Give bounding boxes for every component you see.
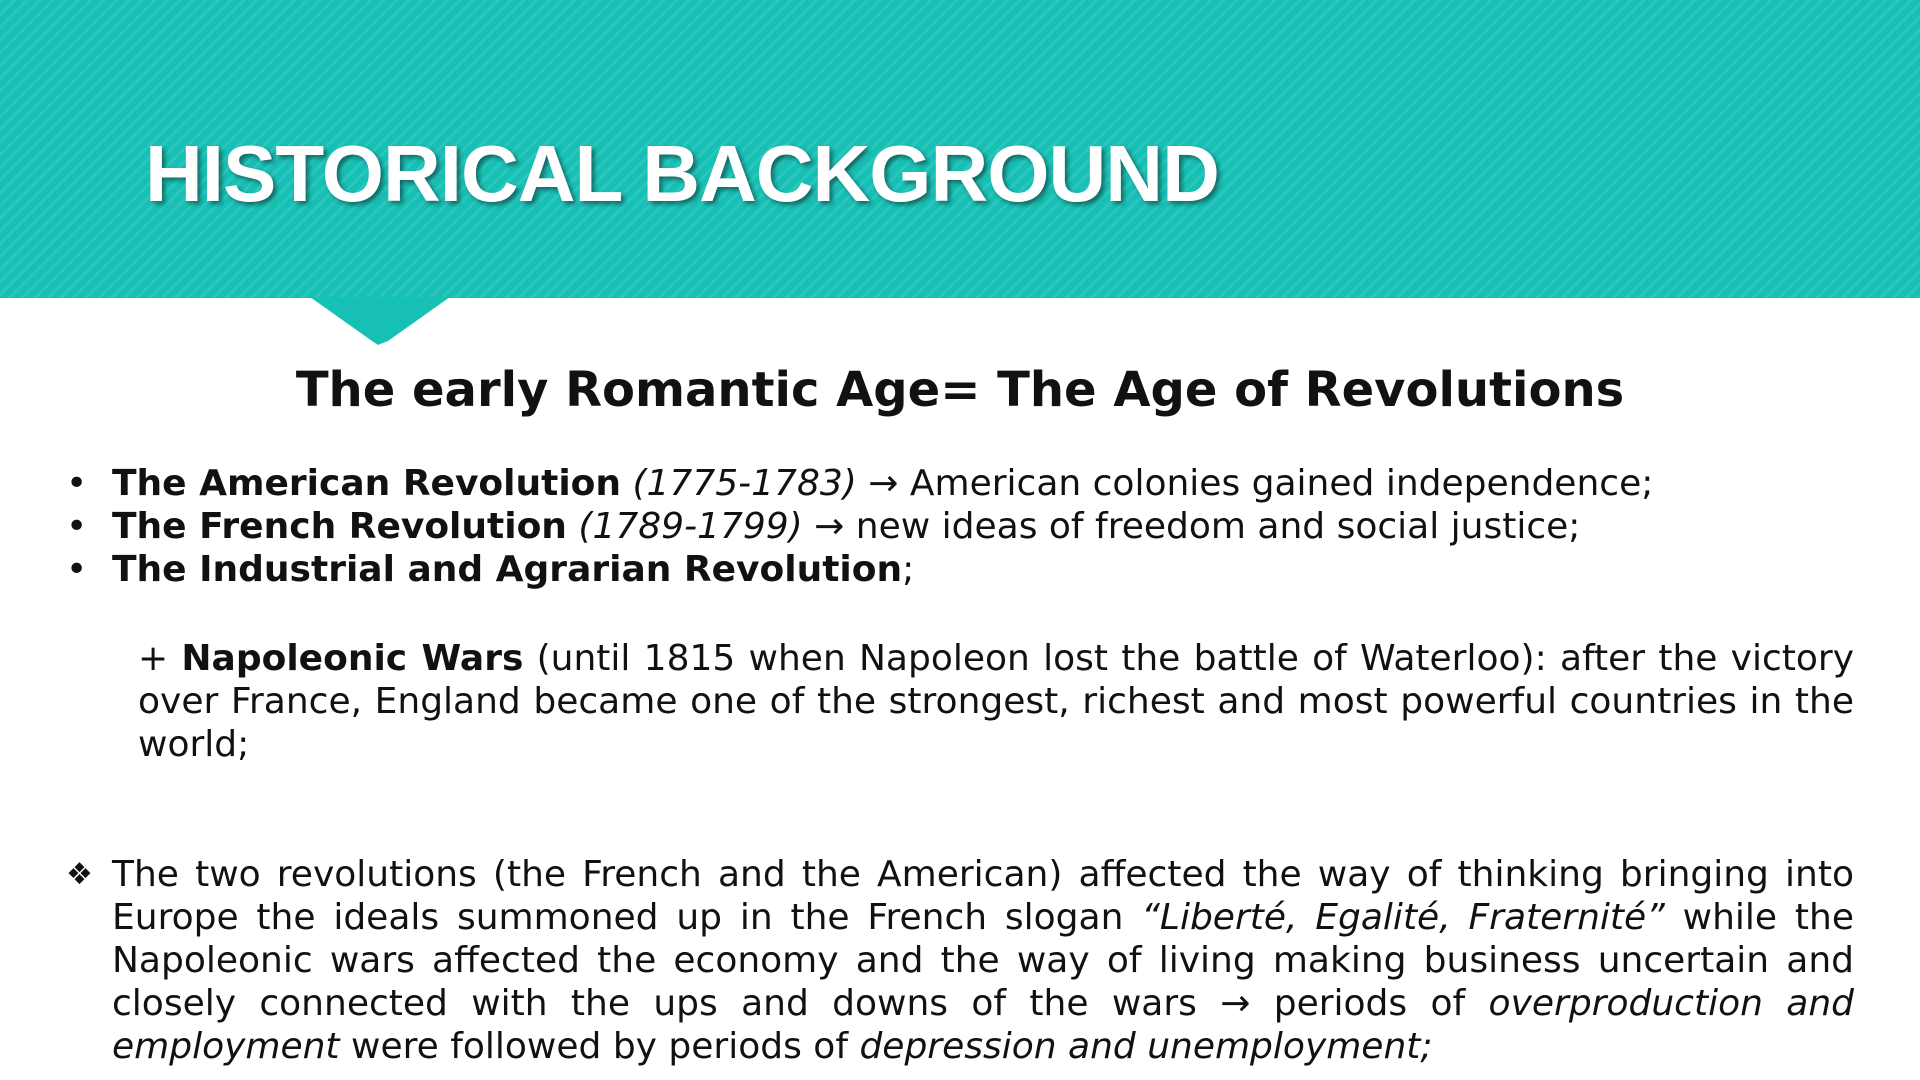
napoleonic-wars-heading: Napoleonic Wars xyxy=(181,638,524,679)
napoleonic-wars-paragraph: + Napoleonic Wars (until 1815 when Napoleon lost the battle of Waterloo): after the victory over France, England became one of the strongest, richest and most powerful countries in the world; xyxy=(138,638,1855,765)
banner-notch xyxy=(0,297,460,347)
french-slogan: “Liberté, Egalité, Fraternité” xyxy=(1141,897,1665,938)
bullet-marker: • xyxy=(66,463,88,504)
arrow-icon: → xyxy=(856,463,910,504)
list-item-industrial-revolution xyxy=(0,548,1653,591)
bullet-dates: (1775-1783) xyxy=(632,463,857,504)
bullet-text: American colonies gained independence; xyxy=(909,463,1654,504)
list-item-american-revolution xyxy=(0,462,1653,505)
bullet-text: ; xyxy=(902,549,915,590)
slide-subtitle: The early Romantic Age= The Age of Revolutions xyxy=(295,362,1625,418)
revolutions-list xyxy=(0,462,1653,591)
bullet-heading: The American Revolution xyxy=(112,463,622,504)
arrow-icon: → xyxy=(802,506,856,547)
list-item-french-revolution xyxy=(0,505,1653,548)
bullet-dates: (1789-1799) xyxy=(578,506,803,547)
slide-title: HISTORICAL BACKGROUND xyxy=(145,129,1219,218)
bullet-text: new ideas of freedom and social justice; xyxy=(855,506,1581,547)
bullet-marker: • xyxy=(66,549,88,590)
bullet-heading: The French Revolution xyxy=(112,506,567,547)
diamond-bullet-icon: ❖ xyxy=(66,857,93,892)
revolutions-effects-paragraph: The two revolutions (the French and the American) affected the way of thinking bringing into Europe the ideals summoned up in the French slogan “Liberté, Egalité, Fraternité” while the Napoleonic wars affected the economy and the way of living making business uncertain and closely connected with the ups and downs of the wars → periods of overproduction and employment were followed by periods of depression and unemployment; xyxy=(112,854,1854,1067)
bullet-marker: • xyxy=(66,506,88,547)
bullet-heading: The Industrial and Agrarian Revolution xyxy=(112,549,903,590)
